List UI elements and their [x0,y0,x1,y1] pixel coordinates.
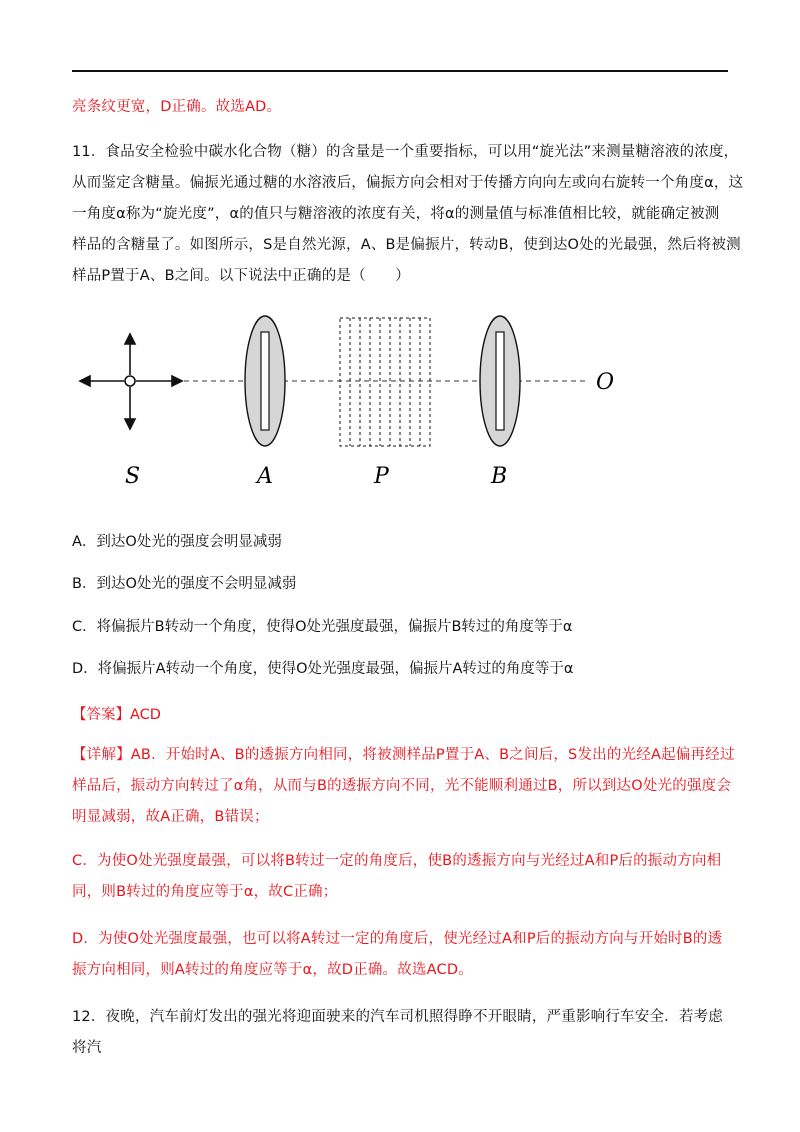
detail-line: 同，则B转过的角度应等于α，故C正确； [72,884,338,900]
label-s: S [125,464,141,489]
polarizer-a [245,316,285,446]
label-a: A [257,464,273,489]
detail-line: 样品后，振动方向转过了α角，从而与B的透振方向不同，光不能顺利通过B，所以到达O处光的强度会 [72,778,732,794]
question-line: 11．食品安全检验中碳水化合物（糖）的含量是一个重要指标，可以用“旋光法”来测量糖溶液的浓度， [72,144,739,160]
label-o: O [596,370,615,395]
detail-line: 明显减弱，故A正确，B错误； [72,809,269,825]
option-d: D．将偏振片A转动一个角度，使得O处光强度最强，偏振片A转过的角度等于α [72,661,574,677]
polarizer-diagram [72,305,632,505]
detail-line: D．为使O处光强度最强，也可以将A转过一定的角度后，使光经过A和P后的振动方向与开始时B的透 [72,931,723,947]
question-line: 从而鉴定含糖量。偏振光通过糖的水溶液后，偏振方向会相对于传播方向向左或向右旋转一个角度α，这 [72,175,744,191]
light-source-s [80,334,182,429]
detail-line: 振方向相同，则A转过的角度应等于α，故D正确。故选ACD。 [72,962,473,978]
label-p: P [374,464,389,489]
detail-line: C．为使O处光强度最强，可以将B转过一定的角度后，使B的透振方向与光经过A和P后的振动方向相 [72,853,722,869]
question-line: 样品的含糖量了。如图所示，S是自然光源，A、B是偏振片，转动B，使到达O处的光最强，然后将被测 [72,237,741,253]
sample-p [340,318,430,446]
option-c: C．将偏振片B转动一个角度，使得O处光强度最强，偏振片B转过的角度等于α [72,619,573,635]
answer-label: 【答案】ACD [72,707,161,723]
question-12-start: 12．夜晚，汽车前灯发出的强光将迎面驶来的汽车司机照得睁不开眼睛，严重影响行车安全．若考虑将汽 [72,1009,723,1056]
label-b: B [491,464,508,489]
detail-ab [72,740,735,833]
question-11-stem [72,137,744,292]
question-line: 一角度α称为“旋光度”，α的值只与糖溶液的浓度有关，将α的测量值与标准值相比较，就能确定被测 [72,206,720,222]
option-b: B．到达O处光的强度不会明显减弱 [72,576,297,592]
option-a: A．到达O处光的强度会明显减弱 [72,534,282,550]
question-line: 样品P置于A、B之间。以下说法中正确的是（ ） [72,268,410,284]
detail-c [72,846,732,908]
polarizer-b [480,316,520,446]
header-rule [72,70,728,72]
previous-answer-tail: 亮条纹更宽，D正确。故选AD。 [72,99,282,115]
detail-line: 【详解】AB．开始时A、B的透振方向相同，将被测样品P置于A、B之间后，S发出的光经A起偏再经过 [72,747,735,763]
detail-d [72,924,732,986]
